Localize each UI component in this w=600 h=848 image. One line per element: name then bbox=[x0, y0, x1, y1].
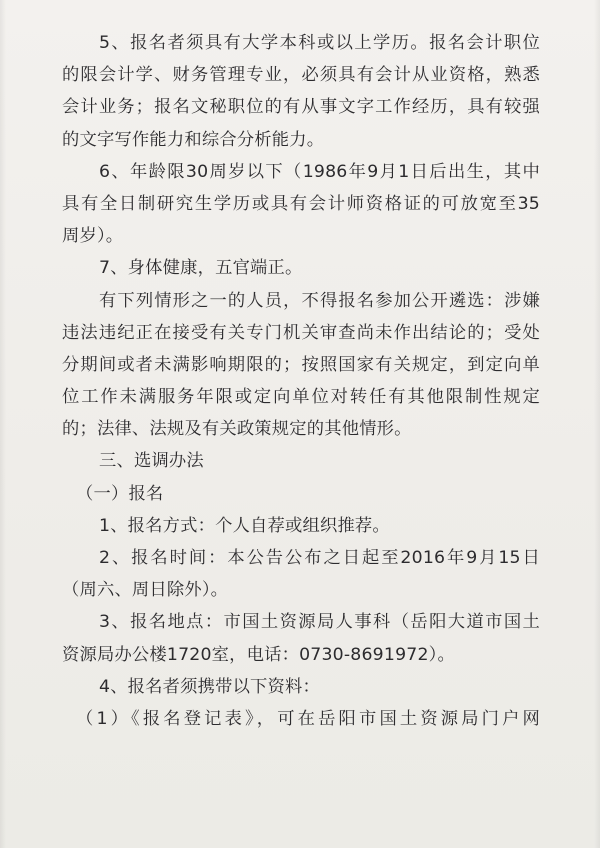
text-line: 具有全日制研究生学历或具有会计师资格证的可放宽至35 bbox=[62, 193, 540, 214]
text-line: （周六、周日除外）。 bbox=[62, 580, 229, 601]
text-line: 的文字写作能力和综合分析能力。 bbox=[62, 129, 325, 150]
text-line: 4、报名者须携带以下资料： bbox=[99, 676, 320, 697]
text-line: 1、报名方式：个人自荐或组织推荐。 bbox=[99, 515, 390, 536]
text-line: 7、身体健康，五官端正。 bbox=[99, 258, 303, 279]
text-line: 的；法律、法规及有关政策规定的其他情形。 bbox=[62, 419, 412, 440]
text-line: 2、报名时间：本公告公布之日起至2016年9月15日 bbox=[99, 548, 540, 568]
scan-shadow-right bbox=[594, 0, 600, 848]
text-line: 5、报名者须具有大学本科或以上学历。报名会计职位 bbox=[99, 33, 540, 53]
section-heading: 三、选调办法 bbox=[99, 451, 204, 472]
document-body bbox=[62, 27, 540, 735]
text-line: 3、报名地点：市国土资源局人事科（岳阳大道市国土 bbox=[99, 612, 540, 633]
text-line: 周岁）。 bbox=[62, 226, 124, 247]
text-line: 6、年龄限30周岁以下（1986年9月1日后出生，其中 bbox=[99, 161, 540, 182]
text-line: 的限会计学、财务管理专业，必须具有会计从业资格，熟悉 bbox=[62, 65, 540, 86]
text-line: 违法违纪正在接受有关专门机关审查尚未作出结论的；受处 bbox=[62, 322, 540, 343]
text-line: （1）《报名登记表》，可在岳阳市国土资源局门户网 bbox=[76, 708, 540, 729]
text-line: 会计业务；报名文秘职位的有从事文字工作经历，具有较强 bbox=[62, 97, 540, 118]
text-line: 资源局办公楼1720室，电话：0730-8691972）。 bbox=[62, 644, 455, 665]
text-line: 位工作未满服务年限或定向单位对转任有其他限制性规定 bbox=[62, 387, 540, 408]
subsection-heading: （一）报名 bbox=[76, 483, 164, 504]
scan-shadow-left bbox=[0, 0, 6, 848]
text-line: 分期间或者未满影响期限的；按照国家有关规定，到定向单 bbox=[62, 354, 540, 375]
text-line: 有下列情形之一的人员，不得报名参加公开遴选：涉嫌 bbox=[99, 290, 540, 311]
